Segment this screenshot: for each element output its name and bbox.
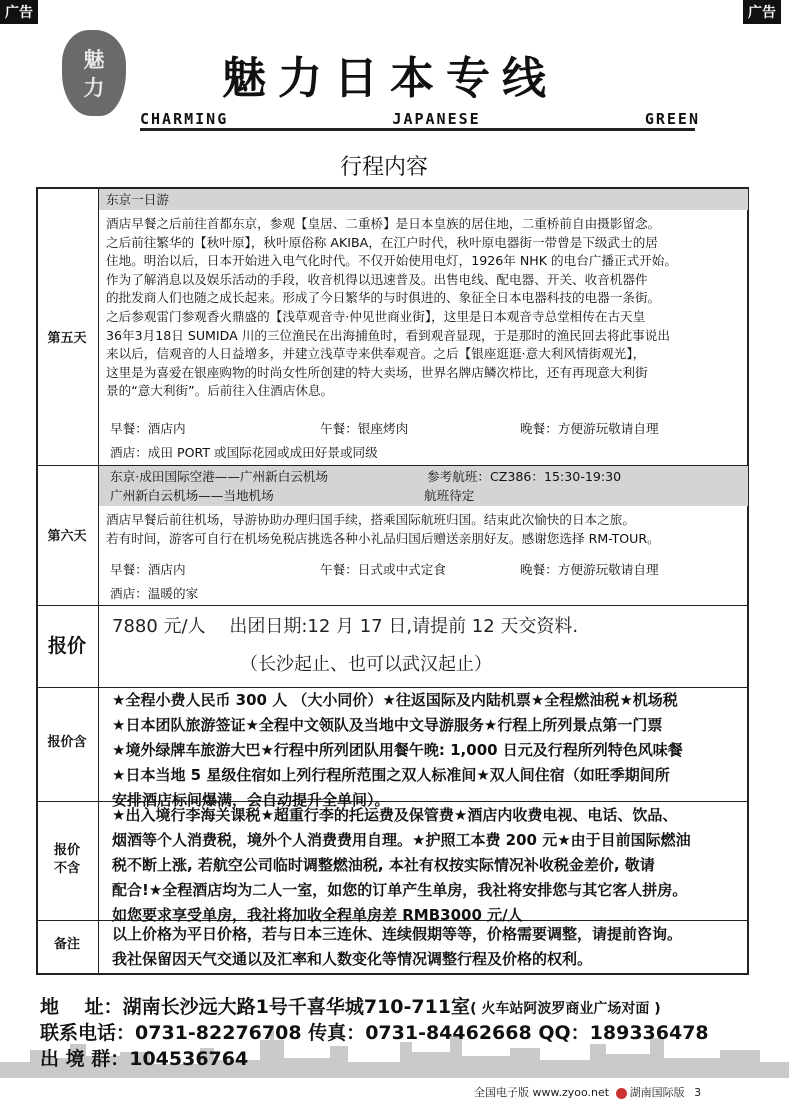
logo-char-1: 魅	[83, 47, 105, 72]
day6-lunch: 午餐：日式或中式定食	[320, 562, 446, 577]
remarks-line: 我社保留因天气交通以及汇率和人数变化等情况调整行程及价格的权利。	[112, 950, 593, 968]
includes-line: ★全程小费人民币 300 人 （大小同价）★往返国际及内陆机票★全程燃油税★机场税	[112, 691, 678, 709]
day5-line: 住地。明治以后，日本开始进入电气化时代。不仅开始使用电灯，1926年 NHK 的电台广播正式开始。	[106, 253, 677, 269]
day5-line: 之后参观雷门参观香火鼎盛的【浅草观音寺·仲见世商业街】，这里是日本观音寺总堂相传在古天皇	[106, 308, 646, 324]
day6-hotel: 酒店：温暖的家	[110, 586, 199, 601]
day5-label: 第五天	[47, 331, 87, 346]
qq-label: QQ：	[538, 1022, 590, 1044]
group-label: 出 境 群：	[40, 1048, 130, 1070]
day6-route-2: 广州新白云机场——当地机场	[110, 488, 274, 503]
day6-route-1: 东京·成田国际空港——广州新白云机场	[110, 469, 329, 484]
address-value: 湖南长沙远大路1号千喜华城710-711室	[122, 996, 471, 1018]
day6-description	[106, 511, 746, 548]
day5-line: 作为了解消息以及娱乐活动的手段，收音机得以迅速普及。出售电线、配电器、开关、收音机器件	[106, 271, 648, 287]
day6-dinner: 晚餐：方便游玩敬请自理	[520, 562, 659, 577]
address-label: 地 址：	[40, 996, 123, 1018]
ad-tag-right: 广告	[743, 0, 781, 24]
fax-label: 传真：	[308, 1022, 366, 1044]
excludes-line: 如您要求享受单房，我社将加收全程单房差 RMB3000 元/人	[112, 906, 523, 924]
day5-line: 36年3月18日 SUMIDA 川的三位渔民在出海捕鱼时，看到观音显现，于是那时的渔民回去将此事说出	[106, 327, 670, 343]
footer-region: 湖南国际版	[629, 1086, 685, 1099]
day6-line: 若有时间，游客可自行在机场免税店挑选各种小礼品归国后赠送亲朋好友。感谢您选择 RM-TOUR。	[106, 530, 660, 546]
excludes-list	[112, 803, 752, 928]
day5-dinner: 晚餐：方便游玩敬请自理	[520, 421, 659, 436]
remarks-line: 以上价格为平日价格，若与日本三连休、连续假期等等，价格需要调整，请提前咨询。	[112, 925, 683, 943]
day6-breakfast: 早餐：酒店内	[110, 562, 186, 577]
price-departure-note: （长沙起止、也可以武汉起止）	[240, 654, 492, 675]
subtitle-word-2: JAPANESE	[392, 110, 481, 128]
excludes-label	[36, 842, 98, 878]
excludes-line: ★出入境行李海关课税★超重行李的托运费及保管费★酒店内收费电视、电话、饮品、	[112, 806, 678, 824]
excludes-label-line2: 不含	[53, 861, 80, 876]
footer-edition: 全国电子版 www.zyoo.net	[474, 1086, 610, 1099]
group-value: 104536764	[129, 1048, 249, 1070]
subtitle-word-1: CHARMING	[140, 110, 229, 128]
address-note: ( 火车站阿波罗商业广场对面 )	[470, 1001, 661, 1017]
phone-value: 0731-82276708	[135, 1022, 302, 1044]
day5-breakfast: 早餐：酒店内	[110, 421, 186, 436]
day6-label: 第六天	[47, 529, 87, 544]
title-underline	[140, 128, 695, 131]
label-column-divider	[98, 187, 99, 975]
excludes-line: 烟酒等个人消费税，境外个人消费费用自理。★护照工本费 200 元★由于目前国际燃油	[112, 831, 691, 849]
day5-line: 之后前往繁华的【秋叶原】，秋叶原俗称 AKIBA，在江户时代，秋叶原电器街一带曾是下级武士的居	[106, 234, 658, 250]
excludes-label-line1: 报价	[53, 843, 80, 858]
page-footer	[474, 1084, 701, 1100]
day5-line: 酒店早餐之后前往首都东京，参观【皇居、二重桥】是日本皇族的居住地，二重桥前自由摄影留念。	[106, 216, 661, 231]
ad-tag-left: 广告	[0, 0, 38, 24]
section-title: 行程内容	[340, 155, 429, 180]
brand-title: 魅力日本专线	[222, 53, 558, 104]
subtitle-word-3: GREEN	[644, 110, 700, 128]
excludes-line: 配合!★全程酒店均为二人一室，如您的订单产生单房，我社将安排您与其它客人拼房。	[112, 881, 688, 899]
day5-line: 这里是为喜爱在银座购物的时尚女性所创建的特大卖场，世界名牌店鳞次栉比，还有再现意大利街	[106, 364, 648, 380]
includes-line: ★日本团队旅游签证★全程中文领队及当地中文导游服务★行程上所列景点第一门票	[112, 716, 663, 734]
brand-subtitle	[140, 110, 700, 128]
includes-label: 报价含	[47, 735, 87, 750]
group-row	[40, 1044, 248, 1071]
includes-line: ★日本当地 5 星级住宿如上列行程所范围之双人标准间★双人间住宿（如旺季期间所	[112, 766, 670, 784]
row-divider-day6	[36, 605, 749, 606]
includes-list	[112, 688, 752, 813]
fax-value: 0731-84462668	[365, 1022, 532, 1044]
footer-region-icon	[616, 1088, 627, 1099]
day5-line: 的批发商人们也随之成长起来。形成了今日繁华的与时俱进的、象征全日本电器科技的电器一条街。	[106, 290, 661, 306]
remarks-list	[112, 922, 752, 972]
price-main: 7880 元/人 出团日期:12 月 17 日,请提前 12 天交资料.	[112, 616, 579, 637]
day5-description	[106, 215, 746, 401]
day5-line: 景的“意大利街”。后前往入住酒店休息。	[106, 383, 334, 399]
includes-line: ★境外绿牌车旅游大巴★行程中所列团队用餐午晚: 1,000 日元及行程所列特色风味餐	[112, 741, 683, 759]
logo-char-2: 力	[83, 75, 105, 100]
phone-label: 联系电话：	[40, 1022, 136, 1044]
brand-logo-stone	[62, 30, 126, 116]
address-row	[40, 992, 661, 1019]
day5-header: 东京一日游	[106, 192, 169, 207]
page-number: 3	[694, 1086, 702, 1099]
day6-flight-note: 航班待定	[424, 488, 475, 503]
day6-line: 酒店早餐后前往机场，导游协助办理归国手续，搭乘国际航班归国。结束此次愉快的日本之旅。	[106, 512, 635, 527]
phone-row	[40, 1018, 709, 1045]
remarks-label: 备注	[53, 937, 80, 952]
qq-value: 189336478	[589, 1022, 709, 1044]
price-label: 报价	[47, 635, 86, 657]
day5-hotel: 酒店：成田 PORT 或国际花园或成田好景或同级	[110, 445, 378, 460]
includes-line: 安排酒店标间爆满，会自动提升全单间）。	[112, 791, 390, 809]
day6-flight: 参考航班：CZ386：15:30-19:30	[427, 469, 622, 484]
excludes-line: 税不断上涨, 若航空公司临时调整燃油税, 本社有权按实际情况补收税金差价, 敬请	[112, 856, 655, 874]
day5-lunch: 午餐：银座烤肉	[320, 421, 409, 436]
day5-line: 来以后，信观音的人日益增多，并建立浅草寺来供奉观音。之后【银座逛逛·意大利风情街观光】，	[106, 346, 646, 362]
